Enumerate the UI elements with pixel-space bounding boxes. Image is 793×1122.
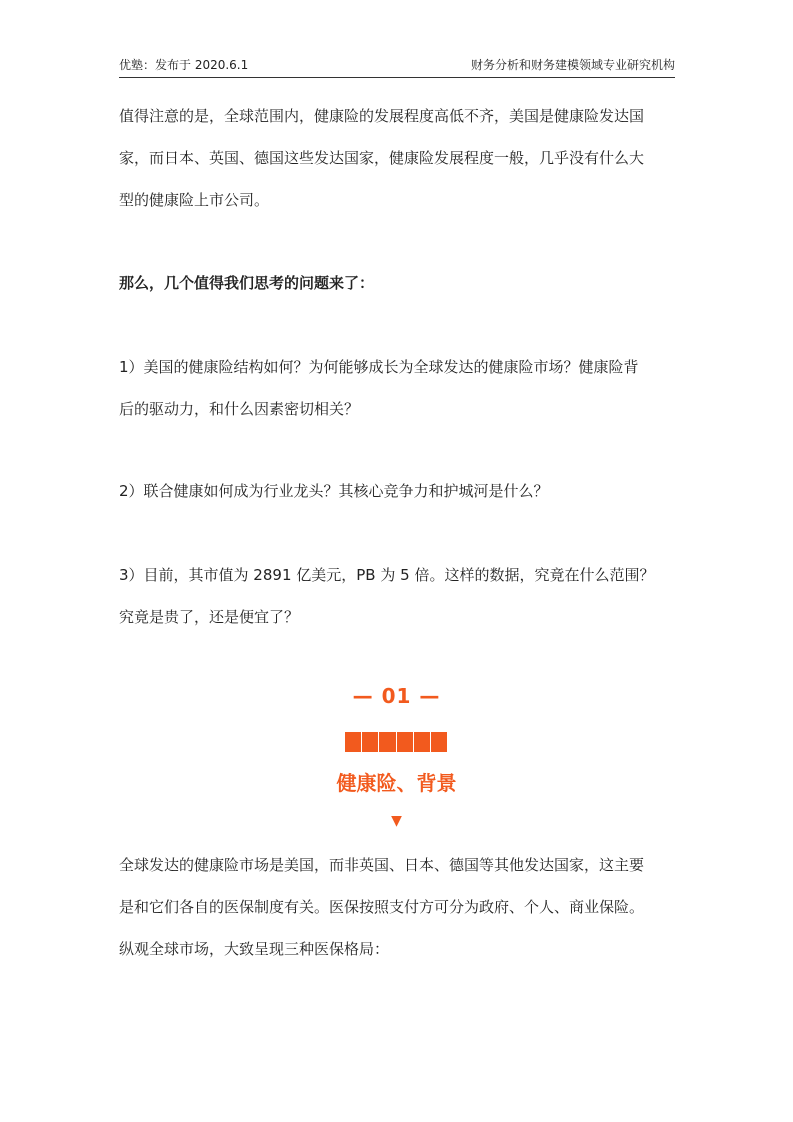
section-bar-block [431, 732, 447, 752]
section-title: 健康险、背景 [336, 771, 457, 795]
question-2 [119, 470, 679, 512]
question-line: 究竟是贵了，还是便宜了？ [119, 608, 300, 626]
section-number: — 01 — [352, 684, 441, 708]
header-divider [119, 77, 675, 78]
section-bar-block [362, 732, 379, 752]
body-paragraph [119, 844, 679, 970]
question-line: 后的驱动力，和什么因素密切相关？ [119, 400, 360, 418]
page-header [119, 54, 675, 74]
section-bar-block [414, 732, 431, 752]
question-1 [119, 346, 679, 430]
question-3 [119, 554, 679, 638]
questions-heading: 那么，几个值得我们思考的问题来了： [119, 274, 375, 292]
section-bar-block [345, 732, 362, 752]
body-line: 纵观全球市场，大致呈现三种医保格局： [119, 940, 390, 958]
section-bar-block [397, 732, 414, 752]
section-decoration-bar [345, 732, 447, 752]
intro-line: 型的健康险上市公司。 [119, 191, 270, 209]
intro-line: 家，而日本、英国、德国这些发达国家，健康险发展程度一般，几乎没有什么大 [119, 149, 645, 167]
intro-paragraph [119, 95, 679, 221]
header-org-tagline: 财务分析和财务建模领域专业研究机构 [470, 57, 675, 72]
down-arrow-icon: ▼ [391, 813, 402, 829]
question-line: 1）美国的健康险结构如何？为何能够成长为全球发达的健康险市场？健康险背 [119, 358, 639, 376]
body-line: 是和它们各自的医保制度有关。医保按照支付方可分为政府、个人、商业保险。 [119, 898, 645, 916]
section-bar-block [379, 732, 396, 752]
question-line: 3）目前，其市值为 2891 亿美元，PB 为 5 倍。这样的数据，究竟在什么范围？ [119, 566, 655, 584]
header-publish-info: 优塾：发布于 2020.6.1 [119, 57, 249, 72]
intro-line: 值得注意的是，全球范围内，健康险的发展程度高低不齐，美国是健康险发达国 [119, 107, 645, 125]
body-line: 全球发达的健康险市场是美国，而非英国、日本、德国等其他发达国家，这主要 [119, 856, 645, 874]
question-line: 2）联合健康如何成为行业龙头？其核心竞争力和护城河是什么？ [119, 482, 549, 500]
